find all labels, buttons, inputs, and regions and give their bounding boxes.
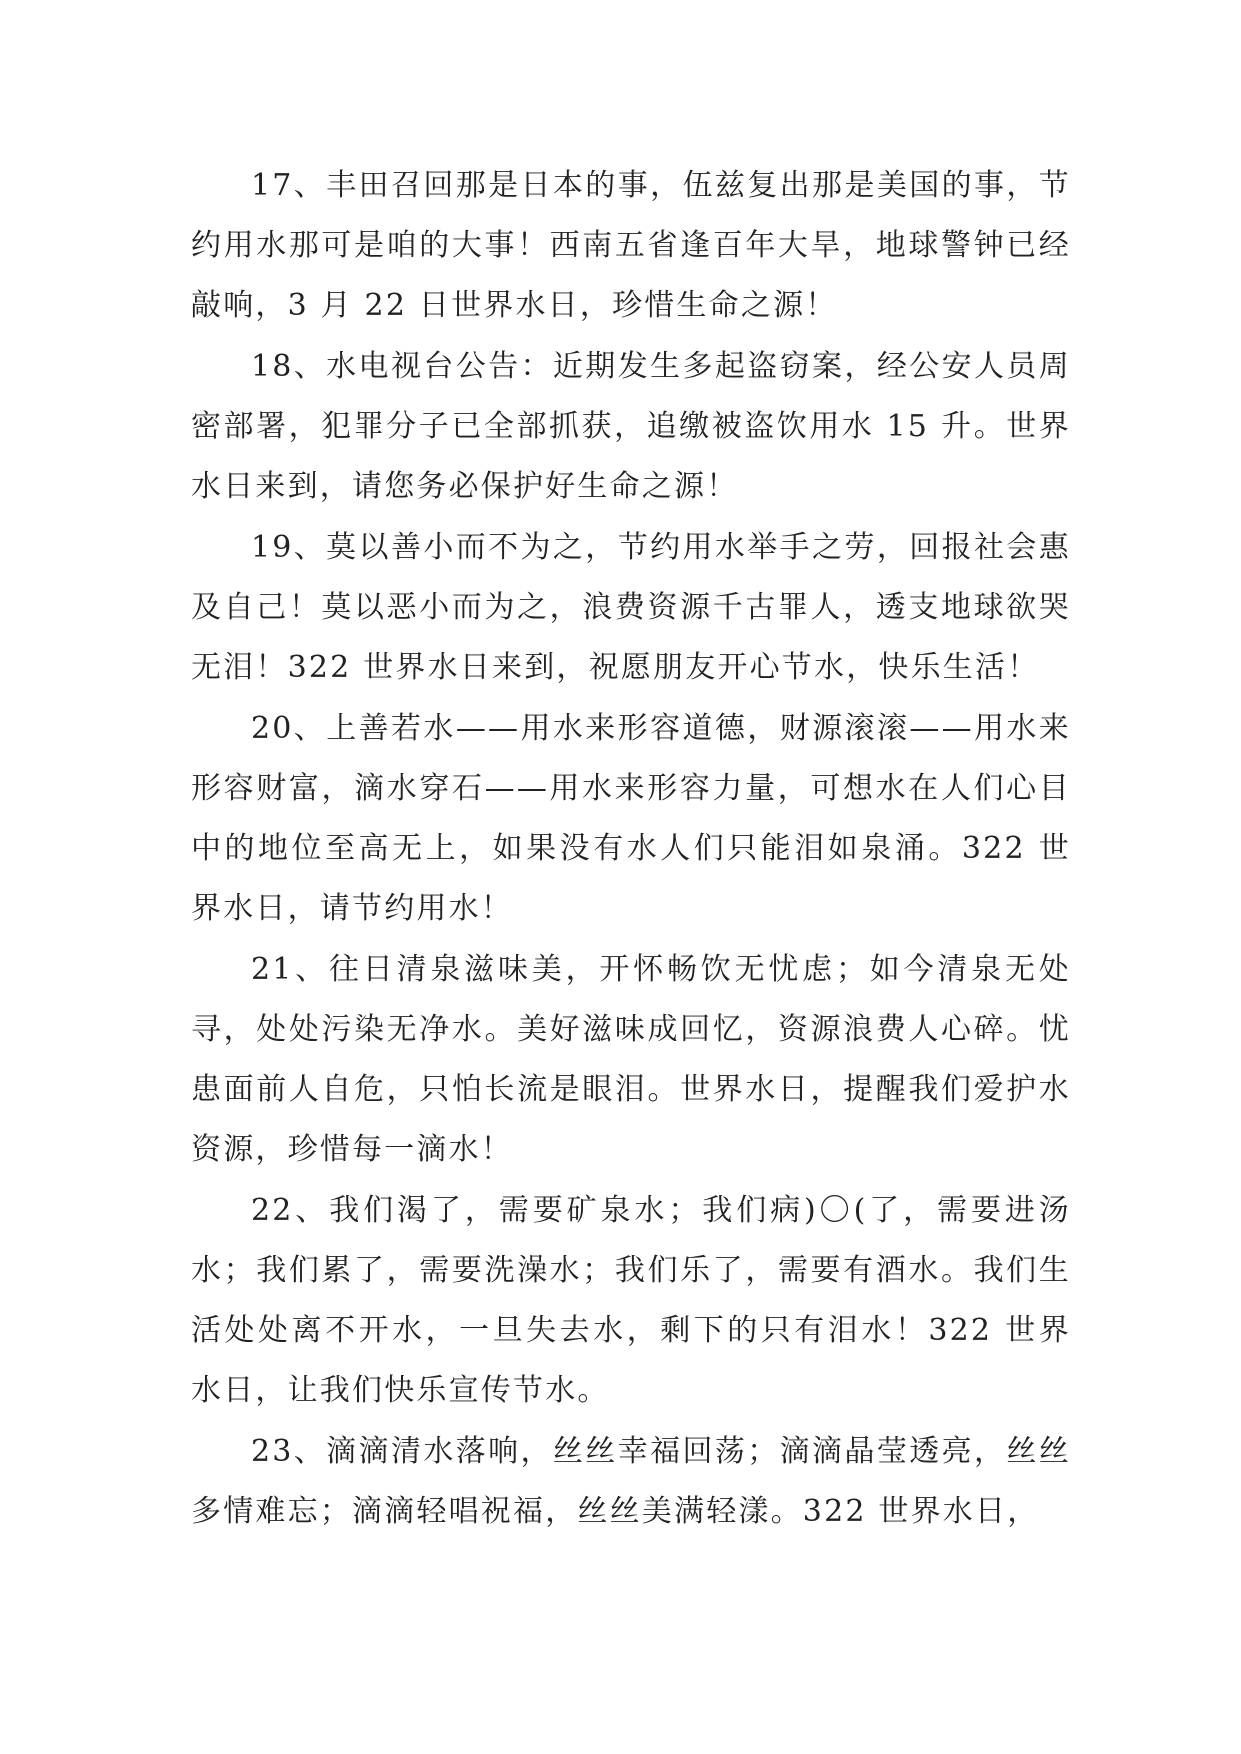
paragraph-19: 19、莫以善小而不为之，节约用水举手之劳，回报社会惠及自己！莫以恶小而为之，浪费资源千古罪人，透支地球欲哭无泪！322 世界水日来到，祝愿朋友开心节水，快乐生活！ (191, 530, 1071, 685)
paragraph-18: 18、水电视台公告：近期发生多起盗窃案，经公安人员周密部署，犯罪分子已全部抓获，追缴被盗饮用水 15 升。世界水日来到，请您务必保护好生命之源！ (191, 349, 1071, 504)
document-body (191, 156, 1071, 1543)
paragraph-21: 21、往日清泉滋味美，开怀畅饮无忧虑；如今清泉无处寻，处处污染无净水。美好滋味成回忆，资源浪费人心碎。忧患面前人自危，只怕长流是眼泪。世界水日，提醒我们爱护水资源，珍惜每一滴水！ (191, 952, 1071, 1167)
paragraph-22: 22、我们渴了，需要矿泉水；我们病)〇(了，需要进汤水；我们累了，需要洗澡水；我们乐了，需要有酒水。我们生活处处离不开水，一旦失去水，剩下的只有泪水！322 世界水日，让我们快乐宣传节水。 (191, 1193, 1071, 1408)
paragraph-20: 20、上善若水——用水来形容道德，财源滚滚——用水来形容财富，滴水穿石——用水来形容力量，可想水在人们心目中的地位至高无上，如果没有水人们只能泪如泉涌。322 世界水日，请节约用水！ (191, 711, 1071, 926)
paragraph-17: 17、丰田召回那是日本的事，伍兹复出那是美国的事，节约用水那可是咱的大事！西南五省逢百年大旱，地球警钟已经敲响，3 月 22 日世界水日，珍惜生命之源！ (191, 168, 1071, 323)
paragraph-23: 23、滴滴清水落响，丝丝幸福回荡；滴滴晶莹透亮，丝丝多情难忘；滴滴轻唱祝福，丝丝美满轻漾。322 世界水日， (191, 1434, 1071, 1529)
